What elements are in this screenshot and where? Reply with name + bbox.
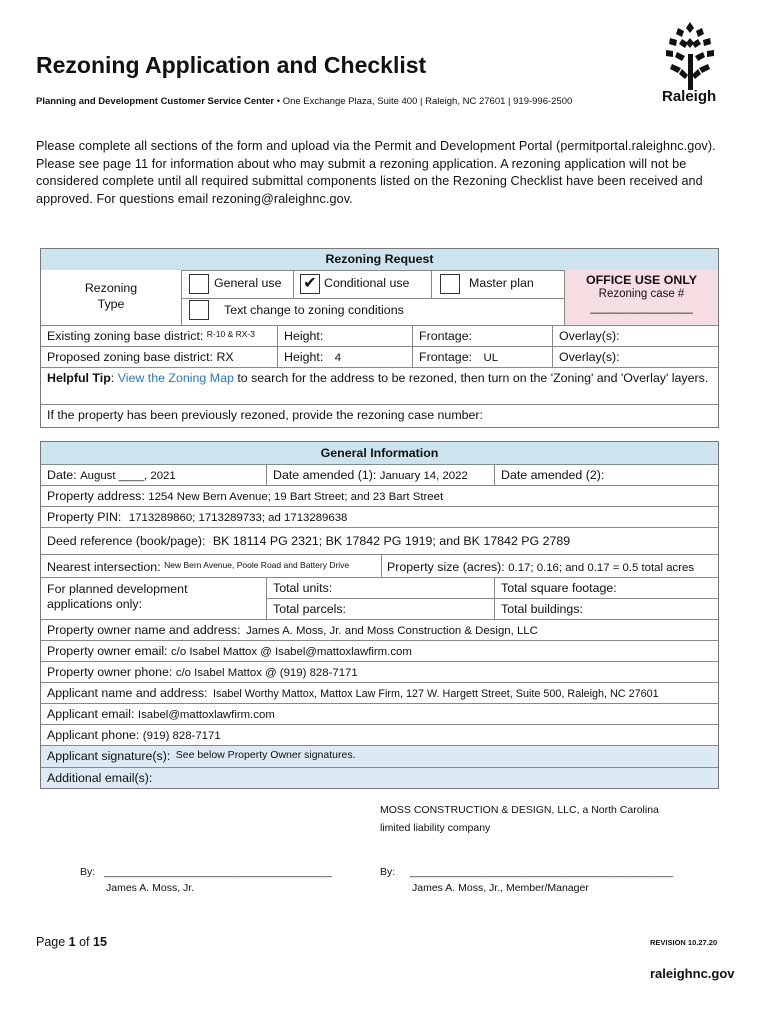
office-case-label: Rezoning case # — [598, 288, 685, 300]
office-case-line: ________________ — [590, 302, 693, 314]
date-field[interactable] — [41, 464, 266, 485]
property-pin-value: 1713289860; 1713289733; ad 1713289638 — [128, 512, 348, 524]
divider — [293, 271, 294, 298]
existing-zoning-label: Existing zoning base district: — [47, 329, 204, 343]
proposed-height-label: Height: — [284, 350, 324, 364]
property-size-label: Property size (acres): — [387, 560, 505, 574]
general-use-label: General use — [214, 276, 282, 290]
page-of: of — [75, 935, 93, 949]
owner-phone-field[interactable] — [41, 661, 718, 682]
proposed-height-value: 4 — [334, 352, 342, 364]
text-change-label: Text change to zoning conditions — [224, 303, 404, 317]
company-name-line1: MOSS CONSTRUCTION & DESIGN, LLC, a North Carolina — [380, 804, 659, 816]
applicant-phone-value: (919) 828-7171 — [142, 730, 221, 742]
general-info-section — [40, 441, 719, 789]
owner-email-value: c/o Isabel Mattox @ Isabel@mattoxlawfirm.com — [170, 646, 412, 658]
proposed-height-field[interactable] — [277, 346, 412, 367]
helpful-tip-label: Helpful Tip — [47, 371, 111, 385]
zoning-map-link[interactable]: View the Zoning Map — [117, 371, 234, 385]
owner-email-field[interactable] — [41, 640, 718, 661]
owner-name-value: James A. Moss, Jr. and Moss Construction & Design, LLC — [246, 625, 538, 637]
signature-line-2[interactable]: _____________________________________________ — [410, 866, 673, 878]
signature-by-label-1: By: — [80, 866, 96, 878]
property-size-value: 0.17; 0.16; and 0.17 = 0.5 total acres — [508, 562, 695, 574]
signatory-name-1: James A. Moss, Jr. — [106, 882, 195, 894]
previous-rezoning-field[interactable]: If the property has been previously rezoned, provide the rezoning case number: — [41, 404, 718, 427]
signatory-name-2: James A. Moss, Jr., Member/Manager — [412, 882, 589, 894]
property-size-field[interactable] — [381, 554, 718, 577]
date-amended2-field[interactable]: Date amended (2): — [494, 464, 718, 485]
rezoning-request-section — [40, 248, 719, 428]
date-amended1-value: January 14, 2022 — [379, 470, 468, 482]
text-change-checkbox[interactable] — [189, 300, 209, 320]
owner-phone-label: Property owner phone: — [47, 665, 173, 679]
date-amended1-field[interactable] — [266, 464, 494, 485]
owner-name-field[interactable] — [41, 619, 718, 640]
deed-reference-label: Deed reference (book/page): — [47, 534, 206, 548]
owner-name-label: Property owner name and address: — [47, 623, 241, 637]
owner-phone-value: c/o Isabel Mattox @ (919) 828-7171 — [175, 667, 358, 679]
applicant-phone-label: Applicant phone: — [47, 728, 140, 742]
existing-zoning-field[interactable] — [41, 325, 277, 346]
conditional-use-label: Conditional use — [324, 276, 410, 290]
proposed-frontage-value: UL — [483, 352, 499, 364]
office-use-box — [564, 270, 718, 325]
owner-email-label: Property owner email: — [47, 644, 168, 658]
subtitle-center: Planning and Development Customer Service Center — [36, 96, 275, 107]
page-total: 15 — [93, 935, 107, 949]
existing-zoning-value: R-10 & RX-3 — [206, 329, 255, 339]
deed-reference-value: BK 18114 PG 2321; BK 17842 PG 1919; and BK 17842 PG 2789 — [212, 534, 571, 548]
proposed-zoning-field[interactable] — [41, 346, 277, 367]
date-label: Date: — [47, 468, 77, 482]
revision-label: REVISION 10.27.20 — [650, 938, 718, 947]
applicant-email-label: Applicant email: — [47, 707, 135, 721]
rezoning-request-heading: Rezoning Request — [41, 249, 718, 270]
proposed-zoning-value: RX — [216, 350, 234, 364]
subtitle-address: • One Exchange Plaza, Suite 400 | Raleigh, NC 27601 | 919-996-2500 — [274, 96, 573, 107]
page-subtitle — [36, 96, 572, 107]
property-address-value: 1254 New Bern Avenue; 19 Bart Street; and 23 Bart Street — [148, 491, 444, 503]
nearest-intersection-label: Nearest intersection: — [47, 560, 161, 574]
applicant-name-value: Isabel Worthy Mattox, Mattox Law Firm, 127 W. Hargett Street, Suite 500, Raleigh, NC 27601 — [212, 688, 659, 700]
general-info-heading: General Information — [41, 442, 718, 464]
proposed-frontage-label: Frontage: — [419, 350, 473, 364]
conditional-use-checkbox[interactable]: ✔ — [300, 274, 320, 294]
proposed-zoning-label: Proposed zoning base district: — [47, 350, 213, 364]
deed-reference-field[interactable] — [41, 527, 718, 554]
applicant-phone-field[interactable] — [41, 724, 718, 745]
existing-frontage-field[interactable]: Frontage: — [412, 325, 552, 346]
total-square-footage-field[interactable]: Total square footage: — [494, 577, 718, 598]
office-use-title: OFFICE USE ONLY — [585, 273, 698, 287]
property-address-field[interactable] — [41, 485, 718, 506]
rezoning-type-label: Rezoning Type — [84, 281, 138, 311]
intro-paragraph: Please complete all sections of the form and upload via the Permit and Development Portal (permitportal.raleighnc.gov). Please see page 11 for information about who may submit a rezoning application. A rezoning application will not be considered complete until all required submittal components listed on the Rezoning Checklist have been received and approved. For questions email rezoning@raleighnc.gov. — [36, 139, 716, 206]
date-amended1-label: Date amended (1): — [273, 468, 377, 482]
applicant-email-value: Isabel@mattoxlawfirm.com — [137, 709, 275, 721]
property-pin-label: Property PIN: — [47, 510, 122, 524]
helpful-tip-text: to search for the address to be rezoned, then turn on the 'Zoning' and 'Overlay' layers. — [233, 371, 709, 385]
page-prefix: Page — [36, 935, 69, 949]
page-current: 1 — [68, 935, 76, 949]
applicant-signature-value: See below Property Owner signatures. — [175, 749, 356, 761]
page-number — [36, 935, 107, 949]
total-buildings-field[interactable]: Total buildings: — [494, 598, 718, 619]
divider — [431, 271, 432, 298]
applicant-name-field[interactable] — [41, 682, 718, 703]
logo-text: Raleigh — [662, 88, 717, 105]
additional-emails-field[interactable]: Additional email(s): — [41, 767, 718, 788]
master-plan-checkbox[interactable] — [440, 274, 460, 294]
applicant-signature-field[interactable] — [41, 745, 718, 767]
applicant-name-label: Applicant name and address: — [47, 686, 208, 700]
divider — [182, 298, 564, 299]
signature-line-1[interactable]: _______________________________________ — [104, 866, 332, 878]
applicant-signature-label: Applicant signature(s): — [47, 749, 171, 763]
general-use-checkbox[interactable] — [189, 274, 209, 294]
proposed-frontage-field[interactable] — [412, 346, 552, 367]
master-plan-label: Master plan — [469, 276, 534, 290]
signature-by-label-2: By: — [380, 866, 396, 878]
applicant-email-field[interactable] — [41, 703, 718, 724]
planned-development-label: For planned development applications only: — [41, 577, 266, 619]
page-title: Rezoning Application and Checklist — [36, 52, 427, 78]
footer-url: raleighnc.gov — [650, 966, 735, 981]
date-value: August ____, 2021 — [80, 470, 176, 482]
total-parcels-field[interactable]: Total parcels: — [266, 598, 494, 619]
nearest-intersection-field[interactable] — [41, 554, 381, 577]
existing-overlay-field[interactable]: Overlay(s): — [552, 325, 718, 346]
helpful-tip-colon: : — [110, 371, 118, 385]
rezoning-type-options — [181, 270, 564, 325]
proposed-overlay-field[interactable]: Overlay(s): — [552, 346, 718, 367]
company-name-line2: limited liability company — [380, 822, 491, 834]
existing-height-field[interactable]: Height: — [277, 325, 412, 346]
property-pin-field[interactable] — [41, 506, 718, 527]
nearest-intersection-value: New Bern Avenue, Poole Road and Battery Drive — [164, 560, 350, 570]
total-units-field[interactable]: Total units: — [266, 577, 494, 598]
helpful-tip — [41, 367, 718, 404]
property-address-label: Property address: — [47, 489, 145, 503]
